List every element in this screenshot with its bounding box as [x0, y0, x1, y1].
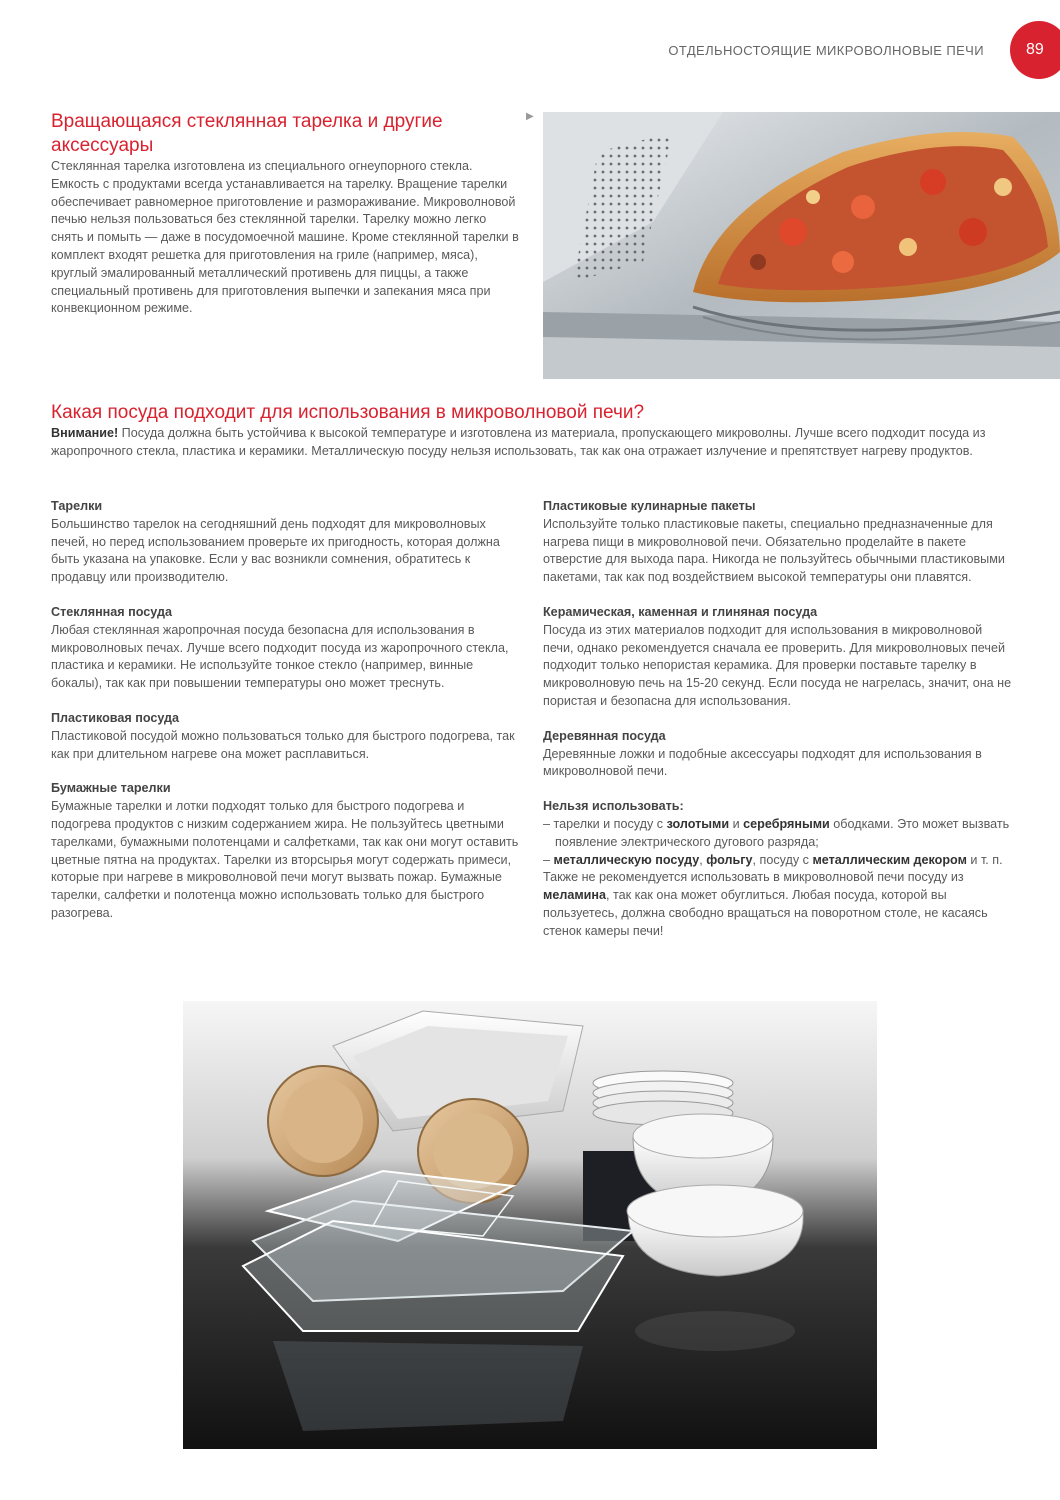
warning-label: Внимание! — [51, 426, 119, 440]
warning-text: Посуда должна быть устойчива к высокой температуре и изготовлена из материала, пропускающего микроволны. Лучше всего подходит посуда из жаропрочного стекла, пластика и керамики. Металлическую посуду нельзя использовать, так как она отражает излучение и препятствует нагреву продуктов. — [51, 426, 986, 458]
ceramic-title: Керамическая, каменная и глиняная посуда — [543, 604, 818, 619]
ceramic-block — [543, 604, 1013, 711]
dishes-section — [51, 401, 1011, 461]
turntable-section — [51, 110, 521, 318]
turntable-heading: Вращающаяся стеклянная тарелка и другие аксессуары — [51, 111, 443, 156]
bags-block — [543, 498, 1013, 587]
paper-title: Бумажные тарелки — [51, 781, 171, 796]
glass-title: Стеклянная посуда — [51, 604, 172, 619]
bags-title: Пластиковые кулинарные пакеты — [543, 499, 756, 513]
dishes-heading: Какая посуда подходит для использования в микроволновой печи? — [51, 402, 645, 423]
ceramic-text: Посуда из этих материалов подходит для использования в микроволновой печи, однако рекомендуется сначала ее проверить. Для микроволновых печей подходит только непористая керамика. Для проверки поставьте тарелку в микроволновую печь на 15-20 секунд. Если посуда не нагрелась, значит, она не пористая и безопасна для использования. — [543, 622, 1012, 708]
plates-block — [51, 498, 521, 587]
warning-paragraph — [51, 425, 1011, 461]
page-number-badge: 89 — [1010, 21, 1060, 79]
plastic-block — [51, 710, 521, 763]
paper-block — [51, 780, 521, 922]
glass-block — [51, 604, 521, 693]
left-column — [51, 498, 521, 940]
paper-text: Бумажные тарелки и лотки подходят только для быстрого подогрева и подогрева продуктов с низким содержанием жира. Не пользуйтесь цветными тарелками, бумажными полотенцами и салфетками, так как они могут оставить цветные пятна на продуктах. Тарелки из вторсырья могут содержать примеси, которые при нагреве в микроволновой печи могут вызвать пожар. Бумажные тарелки, салфетки и полотенца можно использовать только для быстрого разогрева. — [51, 799, 519, 920]
bags-text: Используйте только пластиковые пакеты, специально предназначенные для нагрева пищи в микроволновой печи. Обязательно проделайте в пакете отверстие для выхода пара. Никогда не пользуйтесь обычными пластиковыми пакетами, так как под воздействием высокой температуры они плавятся. — [543, 516, 1005, 585]
pizza-oven-photo — [543, 112, 1060, 379]
turntable-text: Стеклянная тарелка изготовлена из специального огнеупорного стекла. Емкость с продуктами всегда устанавливается на тарелку. Вращение тарелки обеспечивает равномерное приготовление и размораживание. Микроволновой печью нельзя пользоваться без стеклянной тарелки. Тарелку можно легко снять и помыть — даже в посудомоечной машине. Кроме стеклянной тарелки в комплект входят решетка для приготовления на гриле (например, мяса), круглый эмалированный металлический противень для пиццы, а также специальный противень для приготовления выпечки и запекания мяса при конвекционном режиме. — [51, 159, 519, 316]
forbidden-block — [543, 798, 1013, 940]
pointer-arrow-icon: ▶ — [526, 111, 534, 122]
plates-text: Большинство тарелок на сегодняшний день подходят для микроволновых печей, но перед использованием проверьте их пригодность, которая должна быть указана на упаковке. Если у вас возникли сомнения, обратитесь к продавцу или производителю. — [51, 516, 500, 585]
forbidden-note: Также не рекомендуется использовать в микроволновой печи посуду из меламина, так как она может обуглиться. Любая посуда, которой вы пользуетесь, должна свободно вращаться на поворотном столе, не касаясь стенок камеры печи! — [543, 870, 988, 938]
wood-block — [543, 728, 1013, 781]
forbidden-title: Нельзя использовать: — [543, 799, 684, 814]
wood-text: Деревянные ложки и подобные аксессуары подходят для использования в микроволновой печи. — [543, 746, 982, 779]
forbidden-item-rims: – тарелки и посуду с золотыми и серебряными ободками. Это может вызвать появление электрического дугового разряда; — [543, 816, 1010, 849]
wood-title: Деревянная посуда — [543, 728, 666, 743]
right-column — [543, 498, 1013, 958]
cookware-photo — [183, 1001, 877, 1449]
plastic-title: Пластиковая посуда — [51, 710, 180, 725]
running-header: ОТДЕЛЬНОСТОЯЩИЕ МИКРОВОЛНОВЫЕ ПЕЧИ — [668, 43, 984, 58]
plastic-text: Пластиковой посудой можно пользоваться только для быстрого подогрева, так как при длительном нагреве она может расплавиться. — [51, 728, 515, 761]
glass-text: Любая стеклянная жаропрочная посуда безопасна для использования в микроволновых печах. Лучше всего подходит посуда из жаропрочного стекла, пластика и керамики. Не используйте тонкое стекло (например, винные бокалы), так как при повышении температуры оно может треснуть. — [51, 622, 509, 691]
plates-title: Тарелки — [51, 499, 103, 513]
forbidden-item-metal: – металлическую посуду, фольгу, посуду с металлическим декором и т. п. — [543, 852, 1003, 867]
